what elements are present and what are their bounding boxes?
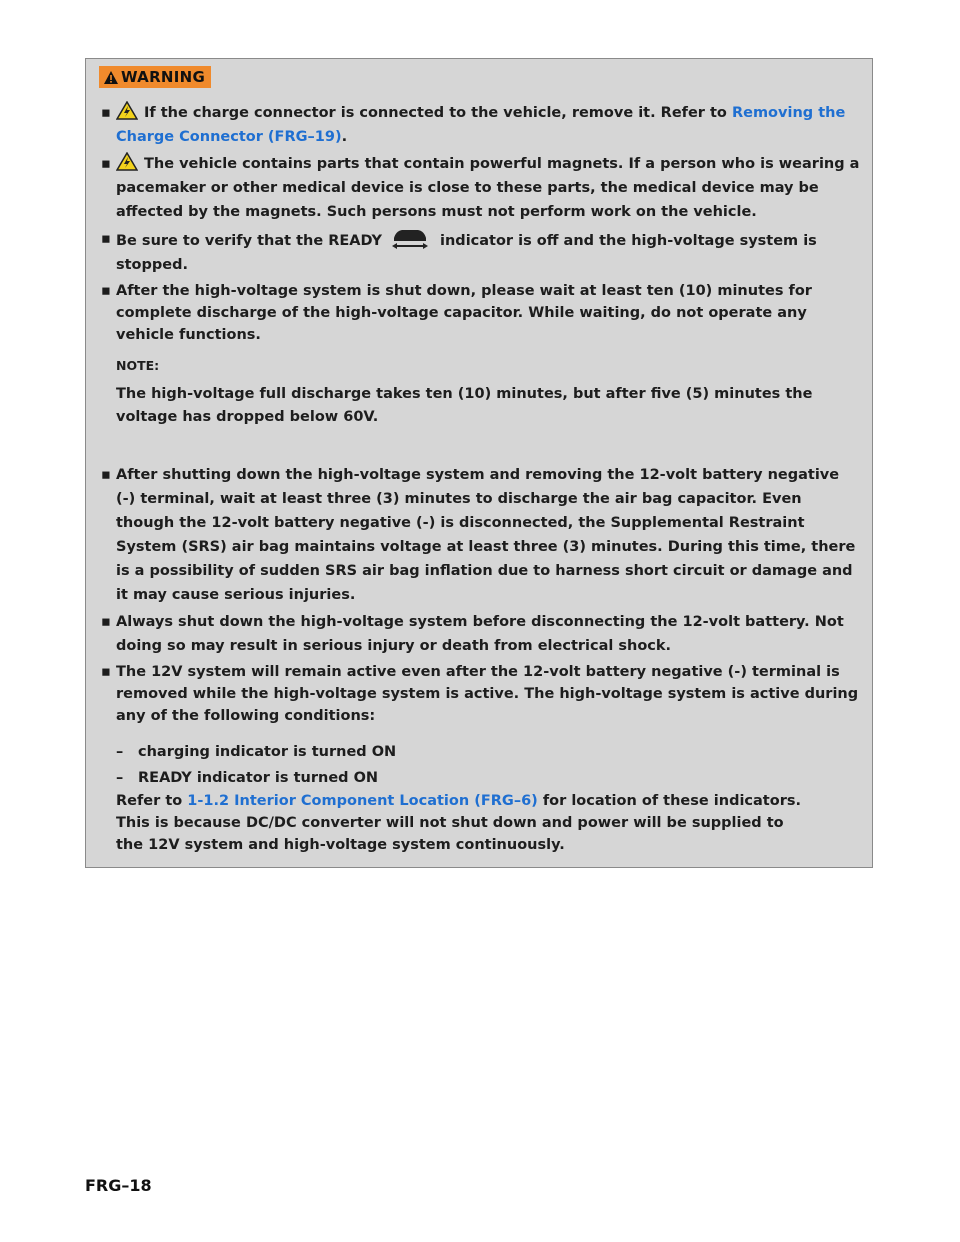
refer-line-3: the 12V system and high-voltage system continuously. [116,837,565,853]
sub-item-text: charging indicator is turned ON [138,744,397,760]
list-item [101,152,863,224]
list-item [101,101,863,149]
item-text: The vehicle contains parts that contain powerful magnets. If a person who is wearing a pacemaker or other medical device is close to these parts, the medical device may be affected by the magnets. Such persons must not perform work on the vehicle. [116,156,860,220]
removing-charge-connector-link[interactable]: Removing the Charge Connector (FRG–19) [116,105,846,145]
list-item [101,661,863,727]
item-text: The 12V system will remain active even after the 12-volt battery negative (-) terminal is removed while the high-voltage system is active. The high-voltage system is active during any of the following conditions: [116,664,859,724]
refer-line [101,790,863,812]
high-voltage-warning-icon [116,152,138,171]
ready-indicator-icon [390,227,430,251]
interior-component-location-link[interactable]: 1-1.2 Interior Component Location (FRG–6) [187,793,538,809]
refer-text: Refer to [116,793,188,809]
list-item [101,280,863,346]
warning-box [85,58,873,868]
bullet: ▪ [101,105,111,121]
bullet: ▪ [101,614,111,630]
warning-label: WARNING [121,68,206,86]
warning-content [101,101,863,856]
sub-item [101,766,863,790]
warning-triangle-icon [103,70,119,85]
high-voltage-warning-icon [116,101,138,120]
sub-item [101,740,863,764]
bullet: ▪ [101,664,111,680]
bullet: ▪ [101,156,111,172]
item-text: If the charge connector is connected to the vehicle, remove it. Refer to [144,105,732,121]
page-number: FRG–18 [85,1176,152,1195]
list-item [101,227,863,277]
item-text-end: . [341,129,348,145]
item-text: Be sure to verify that the READY [116,233,383,249]
bullet: ▪ [101,283,111,299]
dash: – [116,744,124,760]
item-text: After the high-voltage system is shut down, please wait at least ten (10) minutes for complete discharge of the high-voltage capacitor. While waiting, do not operate any vehicle functions. [116,283,812,343]
item-text: After shutting down the high-voltage system and removing the 12-volt battery negative (-) terminal, wait at least three (3) minutes to discharge the air bag capacitor. Even though the 12-volt battery negative (-) is disconnected, the Supplemental Restraint System (SRS) air bag maintains voltage at least three (3) minutes. During this time, there is a possibility of sudden SRS air bag inflation due to harness short circuit or damage and it may cause serious injuries. [116,467,856,603]
dash: – [116,770,124,786]
refer-line-2: This is because DC/DC converter will not shut down and power will be supplied to [116,815,784,831]
list-item [101,610,863,658]
item-text: indicator is off and the high-voltage system is stopped. [116,233,817,273]
item-text: Always shut down the high-voltage system before disconnecting the 12-volt battery. Not doing so may result in serious injury or death from electrical shock. [116,614,844,654]
sub-item-text: READY indicator is turned ON [138,770,379,786]
list-item [101,463,863,607]
note-label: NOTE: [116,358,160,373]
bullet: ▪ [101,231,111,247]
refer-text-end: for location of these indicators. [537,793,801,809]
bullet: ▪ [101,467,111,483]
note-text: The high-voltage full discharge takes ten (10) minutes, but after five (5) minutes the voltage has dropped below 60V. [116,386,813,425]
warning-badge [99,66,211,88]
